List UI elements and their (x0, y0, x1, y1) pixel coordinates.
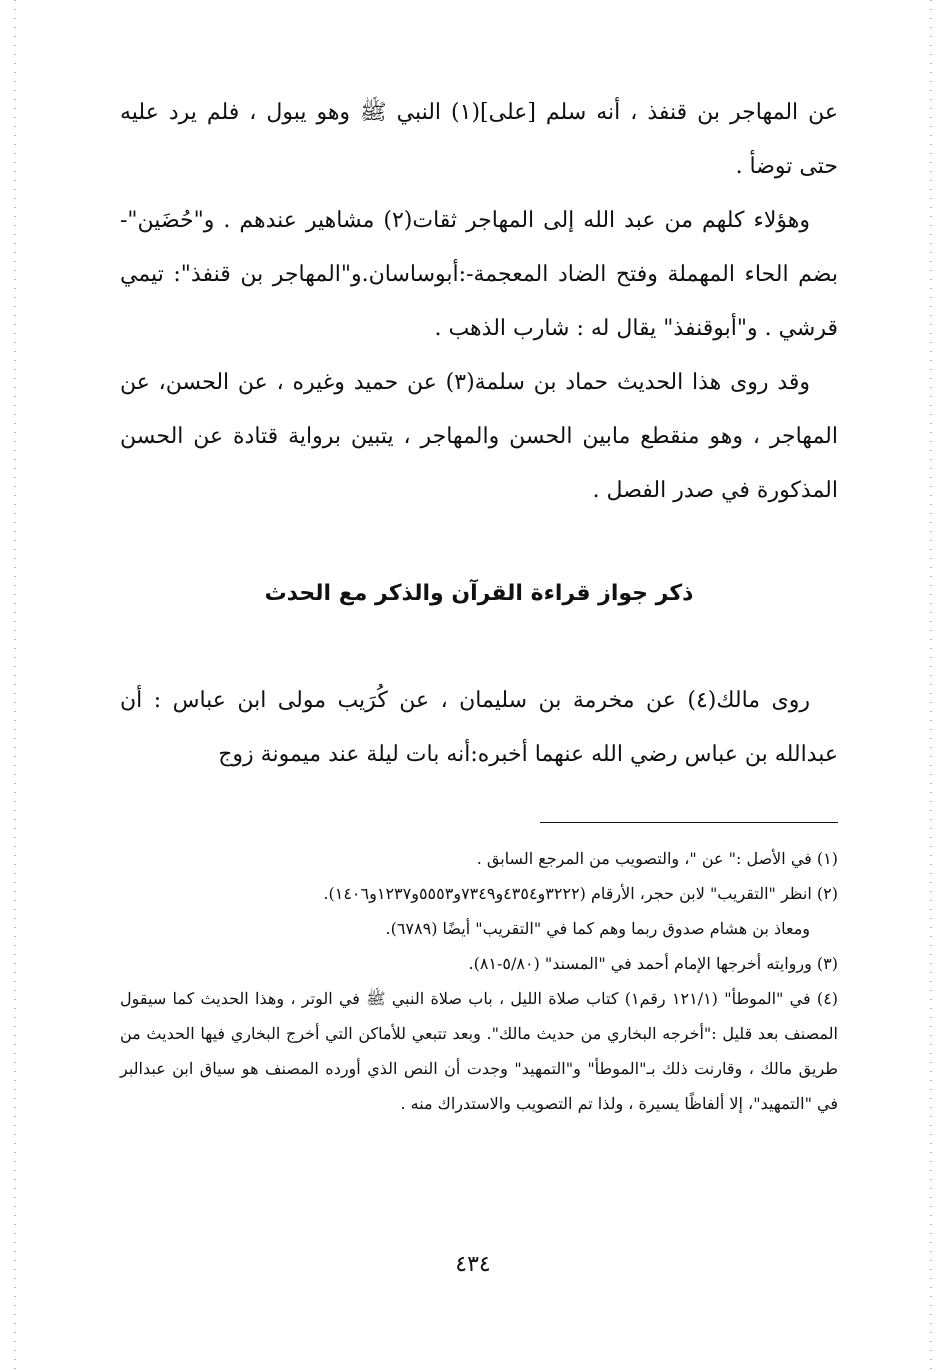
body-paragraph-1: عن المهاجر بن قنفذ ، أنه سلم [على](١) النبي ﷺ وهو يبول ، فلم يرد عليه حتى توضأ . (120, 100, 838, 179)
body-paragraph-2: وهؤلاء كلهم من عبد الله إلى المهاجر ثقات(٢) مشاهير عندهم . و"حُضَين"- بضم الحاء المهملة وفتح الضاد المعجمة-:أبوساسان.و"المهاجر بن قنفذ": تيمي قرشي . و"أبوقنفذ" يقال له : شارب الذهب . (120, 208, 838, 341)
footnote-2: (٢) انظر "التقريب" لابن حجر، الأرقام (٣٢٢٢و٤٣٥٤و٧٣٤٩و٥٥٥٣و١٢٣٧و١٤٠٦). (323, 884, 838, 903)
body-paragraph-4: روى مالك(٤) عن مخرمة بن سليمان ، عن كُرَيب مولى ابن عباس : أن عبدالله بن عباس رضي الله عنهما أخبره:أنه بات ليلة عند ميمونة زوج (120, 688, 838, 767)
page-number: ٤٣٤ (455, 1252, 491, 1277)
footnote-1: (١) في الأصل :" عن "، والتصويب من المرجع السابق . (476, 849, 838, 868)
footnotes (120, 841, 838, 1121)
footnote-2-continuation: ومعاذ بن هشام صدوق ربما وهم كما في "التقريب" أيضًا (٦٧٨٩). (385, 919, 810, 938)
footnote-4: (٤) في "الموطأ" (١٢١/١ رقم١) كتاب صلاة الليل ، باب صلاة النبي ﷺ في الوتر ، وهذا الحديث كما سيقول المصنف بعد قليل :"أخرجه البخاري من حديث مالك". وبعد تتبعي للأماكن التي أخرج البخاري فيها الحديث من طريق مالك ، وقارنت ذلك بـ"الموطأ" و"التمهيد" وجدت أن النص الذي أورده المصنف هو سياق ابن عبدالبر في "التمهيد"، إلا ألفاظًا يسيرة ، ولذا تم التصويب والاستدراك منه . (120, 989, 839, 1113)
section-heading: ذكر جواز قراءة القرآن والذكر مع الحدث (264, 581, 694, 606)
scan-edge-right (930, 0, 932, 1372)
scan-edge-left (14, 0, 16, 1372)
footnote-3: (٣) وروايته أخرجها الإمام أحمد في "المسند" (٥/٨٠-٨١). (468, 954, 838, 973)
body-paragraph-3: وقد روى هذا الحديث حماد بن سلمة(٣) عن حميد وغيره ، عن الحسن، عن المهاجر ، وهو منقطع مابين الحسن والمهاجر ، يتبين برواية قتادة عن الحسن المذكورة في صدر الفصل . (120, 370, 838, 503)
page-content (120, 86, 838, 1121)
footnote-separator (540, 822, 838, 823)
